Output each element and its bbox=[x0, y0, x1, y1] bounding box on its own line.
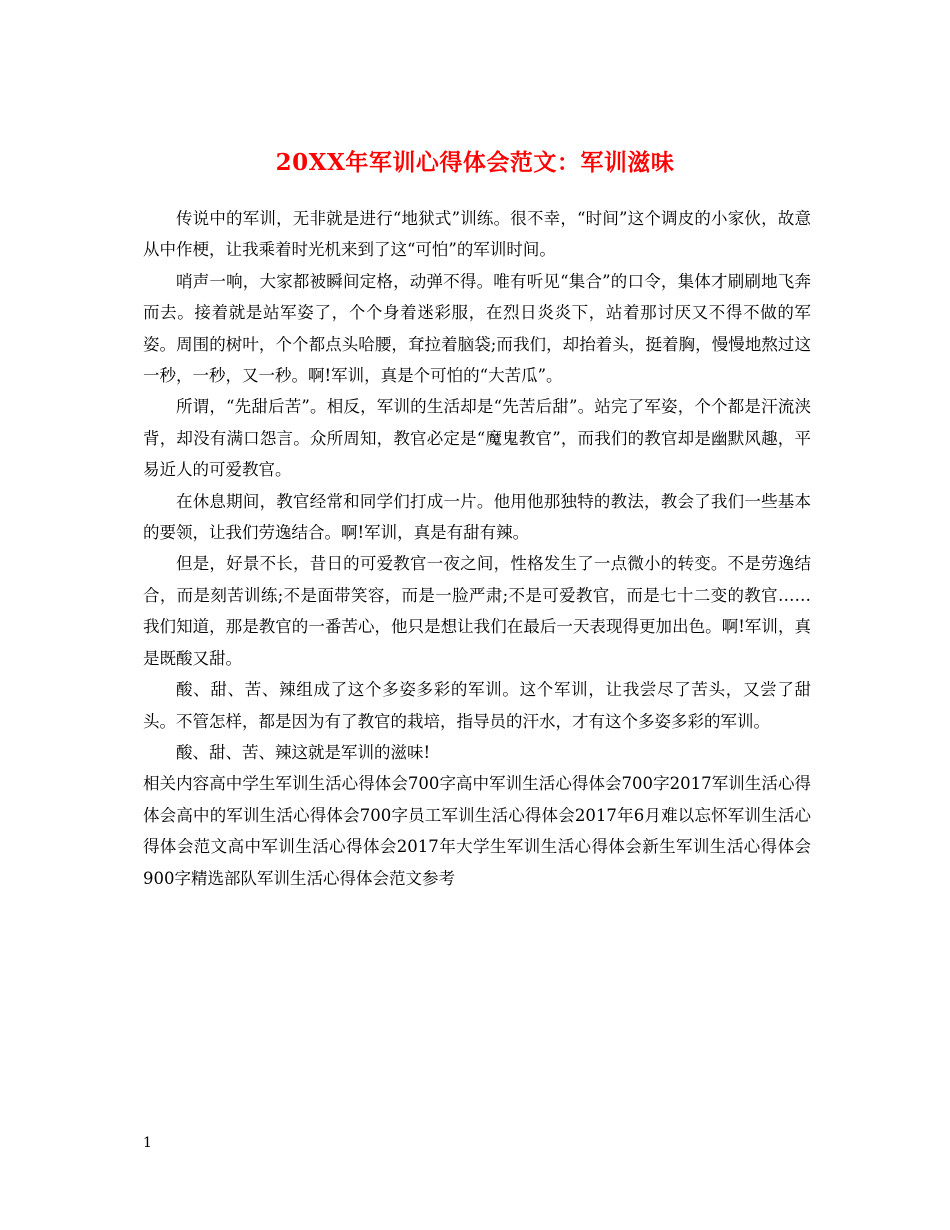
page-number: 1 bbox=[143, 1135, 152, 1151]
paragraph-4: 在休息期间，教官经常和同学们打成一片。他用他那独特的教法，教会了我们一些基本的要领，让我们劳逸结合。啊!军训，真是有甜有辣。 bbox=[143, 491, 811, 543]
document-title: 20XX年军训心得体会范文：军训滋味 bbox=[275, 149, 675, 177]
paragraph-3: 所谓，“先甜后苦”。相反，军训的生活却是“先苦后甜”。站完了军姿，个个都是汗流浃背，却没有满口怨言。众所周知，教官必定是“魔鬼教官”，而我们的教官却是幽默风趣，平易近人的可爱教官。 bbox=[143, 397, 811, 480]
paragraph-7: 酸、甜、苦、辣这就是军训的滋味! bbox=[176, 742, 431, 762]
paragraph-1: 传说中的军训，无非就是进行“地狱式”训练。很不幸，“时间”这个调皮的小家伙，故意从中作梗，让我乘着时光机来到了这“可怕”的军训时间。 bbox=[143, 209, 811, 260]
paragraph-2: 哨声一响，大家都被瞬间定格，动弹不得。唯有听见“集合”的口令，集体才刷刷地飞奔而去。接着就是站军姿了，个个身着迷彩服，在烈日炎炎下，站着那讨厌又不得不做的军姿。周围的树叶，个个都点头哈腰，耷拉着脑袋;而我们，却抬着头，挺着胸，慢慢地熬过这一秒，一秒，又一秒。啊!军训，真是个可怕的“大苦瓜”。 bbox=[143, 271, 811, 386]
paragraph-6: 酸、甜、苦、辣组成了这个多姿多彩的军训。这个军训，让我尝尽了苦头，又尝了甜头。不管怎样，都是因为有了教官的栽培，指导员的汗水，才有这个多姿多彩的军训。 bbox=[143, 680, 811, 731]
document-body bbox=[143, 203, 811, 894]
paragraph-5: 但是，好景不长，昔日的可爱教官一夜之间，性格发生了一点微小的转变。不是劳逸结合，而是刻苦训练;不是面带笑容，而是一脸严肃;不是可爱教官，而是七十二变的教官……我们知道，那是教官的一番苦心，他只是想让我们在最后一天表现得更加出色。啊!军训，真是既酸又甜。 bbox=[143, 554, 811, 668]
related-content: 相关内容高中学生军训生活心得体会700字高中军训生活心得体会700字2017军训生活心得体会高中的军训生活心得体会700字员工军训生活心得体会2017年6月难以忘怀军训生活心得体会范文高中军训生活心得体会2017年大学生军训生活心得体会新生军训生活心得体会900字精选部队军训生活心得体会范文参考 bbox=[143, 774, 811, 888]
